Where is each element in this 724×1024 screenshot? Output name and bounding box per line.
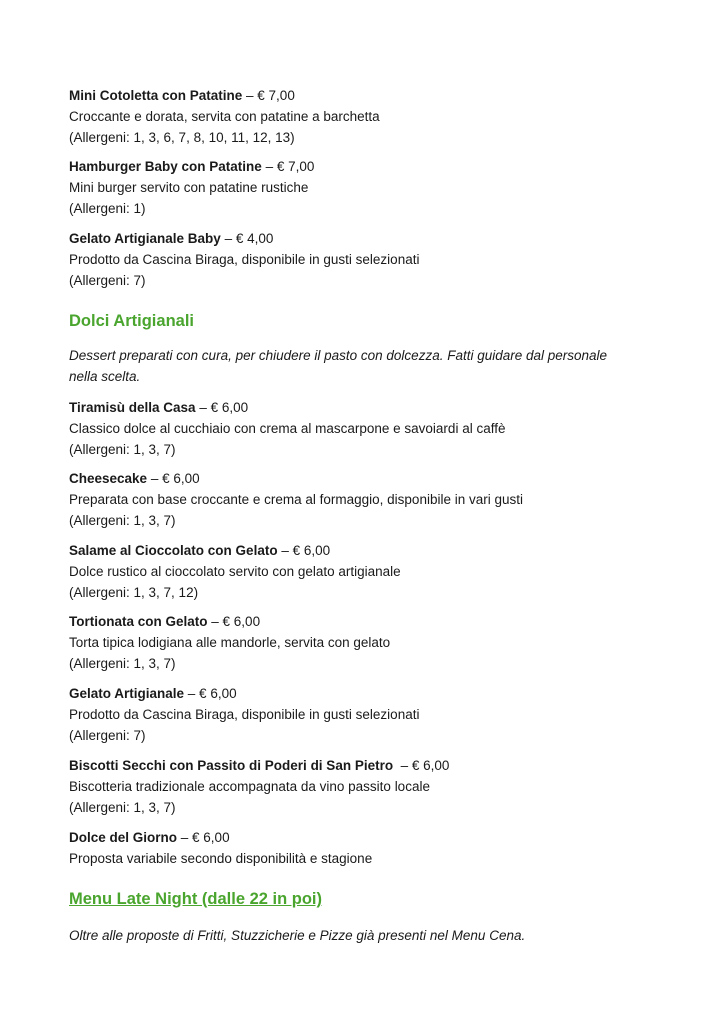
item-title: Salame al Cioccolato con Gelato – € 6,00 (69, 543, 331, 558)
item-allergens: (Allergeni: 1) (69, 201, 146, 216)
item-price: – € 7,00 (246, 88, 295, 103)
item-price: – € 6,00 (393, 758, 450, 773)
menu-item (69, 540, 684, 603)
item-price: – € 6,00 (281, 543, 331, 558)
menu-item (69, 827, 684, 869)
item-title: Hamburger Baby con Patatine – € 7,00 (69, 159, 315, 174)
menu-item (69, 156, 684, 219)
item-allergens: (Allergeni: 1, 3, 7) (69, 513, 176, 528)
item-price: – € 4,00 (224, 231, 274, 246)
item-description: Mini burger servito con patatine rustiche (69, 180, 309, 195)
item-allergens: (Allergeni: 1, 3, 7, 12) (69, 585, 199, 600)
item-price: – € 6,00 (199, 400, 249, 415)
item-description: Preparata con base croccante e crema al formaggio, disponibile in vari gusti (69, 492, 523, 507)
item-description: Classico dolce al cucchiaio con crema al mascarpone e savoiardi al caffè (69, 421, 506, 436)
item-allergens: (Allergeni: 7) (69, 728, 146, 743)
menu-item (69, 611, 684, 674)
item-title: Mini Cotoletta con Patatine – € 7,00 (69, 88, 295, 103)
item-description: Prodotto da Cascina Biraga, disponibile in gusti selezionati (69, 707, 420, 722)
item-allergens: (Allergeni: 1, 3, 7) (69, 656, 176, 671)
item-price: – € 7,00 (265, 159, 315, 174)
item-price: – € 6,00 (211, 614, 261, 629)
item-title: Tiramisù della Casa – € 6,00 (69, 400, 249, 415)
menu-item (69, 228, 684, 291)
item-price: – € 6,00 (180, 830, 230, 845)
menu-item (69, 468, 684, 531)
item-description: Dolce rustico al cioccolato servito con gelato artigianale (69, 564, 401, 579)
item-title: Gelato Artigianale Baby – € 4,00 (69, 231, 274, 246)
item-price: – € 6,00 (150, 471, 200, 486)
item-allergens: (Allergeni: 1, 3, 7) (69, 800, 176, 815)
item-description: Prodotto da Cascina Biraga, disponibile in gusti selezionati (69, 252, 420, 267)
item-allergens: (Allergeni: 1, 3, 6, 7, 8, 10, 11, 12, 13) (69, 130, 295, 145)
item-description: Biscotteria tradizionale accompagnata da vino passito locale (69, 779, 430, 794)
menu-item (69, 755, 684, 818)
item-title: Tortionata con Gelato – € 6,00 (69, 614, 261, 629)
menu-item (69, 397, 684, 460)
menu-item (69, 683, 684, 746)
item-description: Torta tipica lodigiana alle mandorle, servita con gelato (69, 635, 391, 650)
item-title: Gelato Artigianale – € 6,00 (69, 686, 237, 701)
item-allergens: (Allergeni: 1, 3, 7) (69, 442, 176, 457)
intro-line: Oltre alle proposte di Fritti, Stuzzicherie e Pizze già presenti nel Menu Cena. (69, 928, 526, 943)
menu-item (69, 85, 684, 148)
item-price: – € 6,00 (187, 686, 237, 701)
item-allergens: (Allergeni: 7) (69, 273, 146, 288)
section-intro-late-night (69, 925, 684, 946)
intro-line: nella scelta. (69, 369, 141, 384)
item-title: Biscotti Secchi con Passito di Poderi di San Pietro – € 6,00 (69, 758, 450, 773)
section-heading-late-night: Menu Late Night (dalle 22 in poi) (69, 890, 323, 908)
item-description: Proposta variabile secondo disponibilità e stagione (69, 851, 373, 866)
item-title: Cheesecake – € 6,00 (69, 471, 200, 486)
item-title: Dolce del Giorno – € 6,00 (69, 830, 230, 845)
item-description: Croccante e dorata, servita con patatine a barchetta (69, 109, 380, 124)
section-heading-dolci: Dolci Artigianali (69, 312, 194, 330)
section-intro-dolci (69, 345, 684, 387)
intro-line: Dessert preparati con cura, per chiudere il pasto con dolcezza. Fatti guidare dal personale (69, 348, 608, 363)
